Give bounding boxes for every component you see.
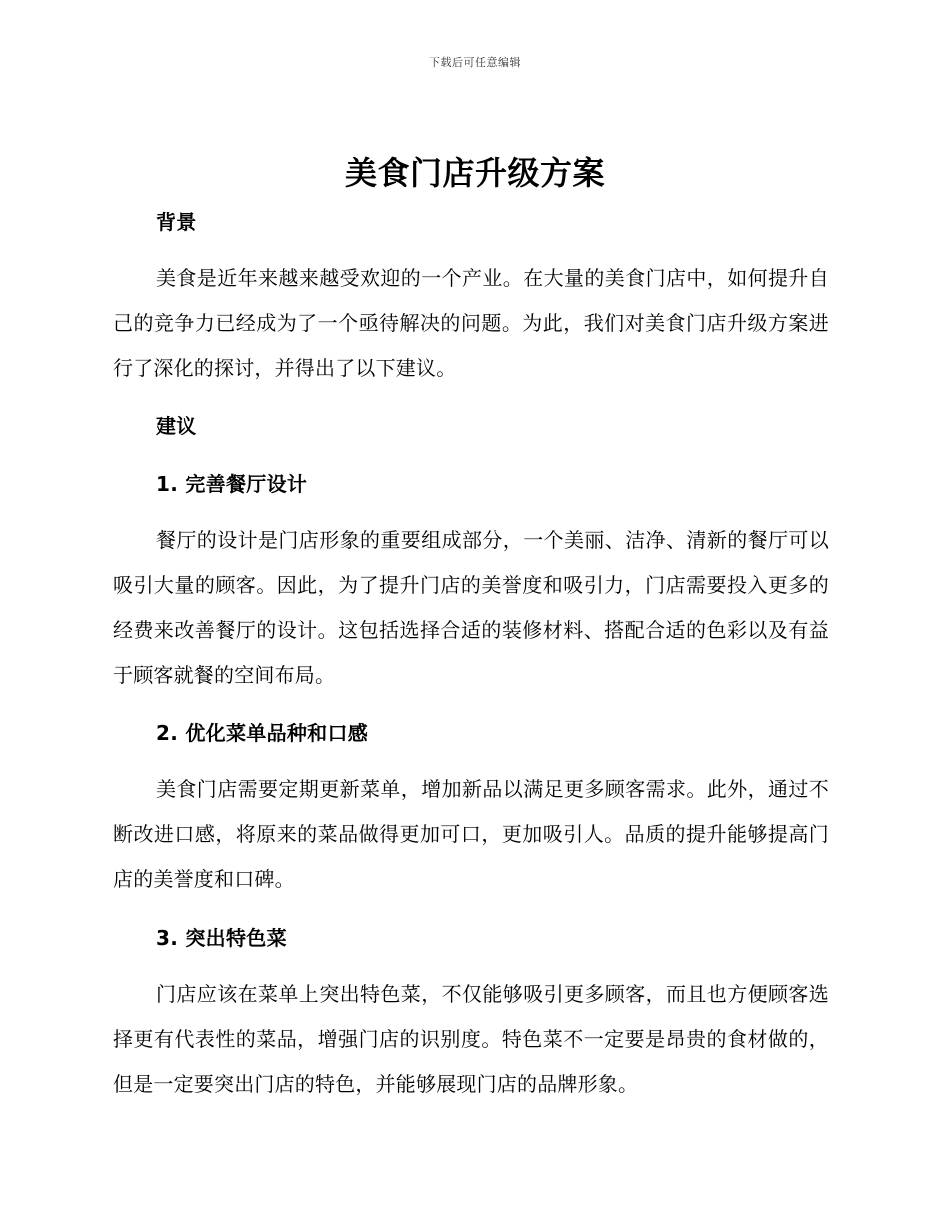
item3-paragraph: 门店应该在菜单上突出特色菜，不仅能够吸引更多顾客，而且也方便顾客选择更有代表性的菜品，增强门店的识别度。特色菜不一定要是昂贵的食材做的，但是一定要突出门店的特色，并能够展现门店的品牌形象。 [113, 982, 829, 1096]
item3-heading: 3. 突出特色菜 [156, 926, 287, 950]
item1-paragraph-block [113, 518, 829, 698]
item2-heading: 2. 优化菜单品种和口感 [156, 721, 369, 745]
suggestions-heading-block [113, 412, 829, 440]
item3-paragraph-block [113, 972, 829, 1107]
section-heading-background: 背景 [156, 210, 197, 234]
header-note: 下载后可任意编辑 [429, 56, 521, 69]
item1-heading: 1. 完善餐厅设计 [156, 472, 308, 496]
background-paragraph-block [113, 256, 829, 391]
background-paragraph: 美食是近年来越来越受欢迎的一个产业。在大量的美食门店中，如何提升自己的竞争力已经成为了一个亟待解决的问题。为此，我们对美食门店升级方案进行了深化的探讨，并得出了以下建议。 [113, 266, 829, 380]
item2-heading-block [113, 719, 829, 747]
background-heading-block [113, 208, 829, 236]
item3-heading-block [113, 924, 829, 952]
item1-paragraph: 餐厅的设计是门店形象的重要组成部分，一个美丽、洁净、清新的餐厅可以吸引大量的顾客。因此，为了提升门店的美誉度和吸引力，门店需要投入更多的经费来改善餐厅的设计。这包括选择合适的装修材料、搭配合适的色彩以及有益于顾客就餐的空间布局。 [113, 528, 829, 687]
document-title: 美食门店升级方案 [344, 154, 605, 192]
section-heading-suggestions: 建议 [156, 414, 197, 438]
item2-paragraph: 美食门店需要定期更新菜单，增加新品以满足更多顾客需求。此外，通过不断改进口感，将原来的菜品做得更加可口，更加吸引人。品质的提升能够提高门店的美誉度和口碑。 [113, 777, 829, 891]
item1-heading-block [113, 470, 829, 498]
item2-paragraph-block [113, 767, 829, 902]
